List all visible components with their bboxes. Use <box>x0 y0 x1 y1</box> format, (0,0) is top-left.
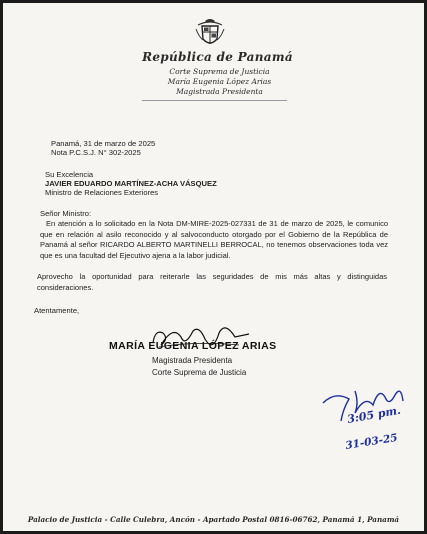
letterhead-title: Magistrada Presidenta <box>176 87 263 96</box>
letterhead-republic: República de Panamá <box>142 50 293 64</box>
recipient-salutation: Su Excelencia <box>45 170 94 179</box>
greeting: Señor Ministro: <box>40 209 92 218</box>
body-paragraph-2: Aprovecho la oportunidad para reiterarle las seguridades de mis más altas y distinguidas consideraciones. <box>37 272 387 292</box>
signatory-title: Magistrada Presidenta <box>152 356 233 365</box>
handwritten-receipt-note <box>3 3 424 531</box>
footer-address: Palacio de Justicia - Calle Culebra, Ancón - Apartado Postal 0816-06762, Panamá 1, Panamá <box>27 515 400 524</box>
signatory-name: MARÍA EUGENIA LÓPEZ ARIAS <box>109 340 277 352</box>
recipient-name: JAVIER EDUARDO MARTÍNEZ-ACHA VÁSQUEZ <box>45 179 217 188</box>
recipient-position: Ministro de Relaciones Exteriores <box>45 188 159 197</box>
note-number: Nota P.C.S.J. N° 302-2025 <box>51 148 141 157</box>
handwritten-time: 3:05 pm. <box>346 403 402 426</box>
handwritten-date: 31-03-25 <box>344 431 399 452</box>
place-date: Panamá, 31 de marzo de 2025 <box>51 139 156 148</box>
body-paragraph-1: En atención a lo solicitado en la Nota DM-MIRE-2025-027331 de 31 de marzo de 2025, le comunico que en relación al asilo reconocido y al salvoconducto otorgado por el Gobierno de la República de Panamá al señor RICARDO ALBERTO MARTINELLI BERROCAL, no tenemos observaciones toda vez que es una facultad del Ejecutivo ajena a la labor judicial. <box>40 219 388 260</box>
letter-page <box>3 3 424 531</box>
letterhead-name: María Eugenia López Arias <box>167 77 272 86</box>
signatory-institution: Corte Suprema de Justicia <box>152 368 247 377</box>
letterhead-court: Corte Suprema de Justicia <box>169 67 270 76</box>
closing: Atentamente, <box>34 306 80 315</box>
